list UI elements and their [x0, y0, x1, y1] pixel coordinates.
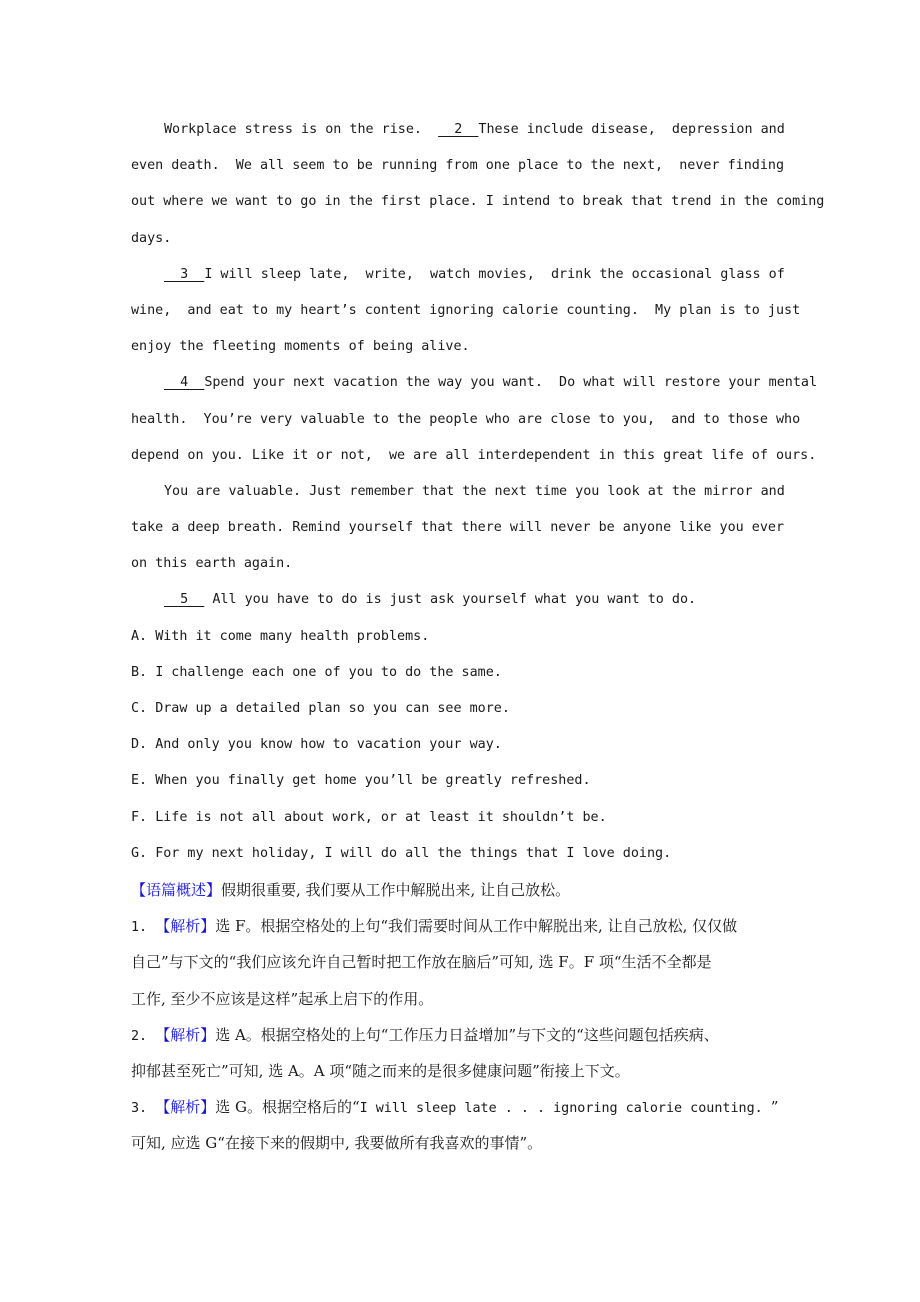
text-line: enjoy the fleeting moments of being alive.: [131, 339, 470, 355]
passage-paragraph-2: [131, 112, 825, 257]
summary-text: 假期很重要, 我们要从工作中解脱出来, 让自己放松。: [221, 880, 571, 899]
blank-4: 4: [164, 375, 205, 391]
blank-3: 3: [164, 266, 205, 282]
analysis-tag: 【解析】: [155, 1098, 216, 1117]
text-line: Workplace stress is on the rise. 2 These include disease, depression and: [164, 122, 785, 137]
text-line: on this earth again.: [131, 556, 293, 572]
text-line: depend on you. Like it or not, we are all interdependent in this great life of ours.: [131, 447, 817, 463]
option-f: F. Life is not all about work, or at least it shouldn’t be.: [131, 809, 607, 825]
analysis-tag: 【解析】: [155, 1025, 216, 1044]
blank-2: 2: [438, 122, 479, 137]
text-line: 工作, 至少不应该是这样”起承上启下的作用。: [131, 989, 434, 1008]
analysis-item-3: 3. 【解析】选 G。根据空格后的“I will sleep late . . . ignoring calorie counting. ”: [131, 1098, 779, 1117]
analysis-tag: 【解析】: [155, 917, 216, 936]
text-line: 可知, 应选 G“在接下来的假期中, 我要做所有我喜欢的事情”。: [131, 1134, 543, 1153]
option-e: E. When you finally get home you’ll be greatly refreshed.: [131, 773, 591, 789]
analysis-item-1: 1. 【解析】选 F。根据空格处的上句“我们需要时间从工作中解脱出来, 让自己放松, 仅仅做: [131, 917, 738, 936]
text-line: You are valuable. Just remember that the next time you look at the mirror and: [164, 483, 785, 499]
text-line: health. You’re very valuable to the people who are close to you, and to those who: [131, 411, 801, 427]
text-line: even death. We all seem to be running from one place to the next, never finding: [131, 158, 785, 174]
option-c: C. Draw up a detailed plan so you can see more.: [131, 701, 510, 716]
option-g: G. For my next holiday, I will do all the things that I love doing.: [131, 845, 672, 861]
text-line: 5 All you have to do is just ask yourself what you want to do.: [164, 592, 697, 608]
blank-5: 5: [164, 592, 205, 608]
document-page: [131, 112, 825, 1161]
text-line: out where we want to go in the first place. I intend to break that trend in the coming: [131, 194, 825, 210]
text-line: 3 I will sleep late, write, watch movies, drink the occasional glass of: [164, 266, 785, 282]
option-a: A. With it come many health problems.: [131, 628, 430, 644]
option-b: B. I challenge each one of you to do the same.: [131, 664, 502, 680]
analysis-section: [131, 872, 789, 1162]
passage-paragraph-3: [131, 257, 801, 366]
passage-paragraph-4: [131, 365, 818, 474]
text-line: days.: [131, 230, 172, 246]
summary-tag: 【语篇概述】: [131, 880, 222, 899]
passage-paragraph-5: [131, 474, 789, 583]
text-line: 自己”与下文的“我们应该允许自己暂时把工作放在脑后”可知, 选 F。F 项“生活不全都是: [131, 953, 712, 972]
text-line: 抑郁甚至死亡”可知, 选 A。A 项“随之而来的是很多健康问题”衔接上下文。: [131, 1061, 630, 1080]
text-line: take a deep breath. Remind yourself that there will never be anyone like you ever: [131, 520, 785, 536]
option-d: D. And only you know how to vacation your way.: [131, 737, 502, 753]
passage-paragraph-6: [131, 582, 789, 618]
summary-line: [131, 872, 789, 908]
text-line: wine, and eat to my heart’s content ignoring calorie counting. My plan is to just: [131, 302, 801, 318]
answer-options: [131, 619, 789, 872]
analysis-item-2: 2. 【解析】选 A。根据空格处的上句“工作压力日益增加”与下文的“这些问题包括疾病、: [131, 1025, 719, 1044]
text-line: 4 Spend your next vacation the way you want. Do what will restore your mental: [164, 375, 818, 391]
